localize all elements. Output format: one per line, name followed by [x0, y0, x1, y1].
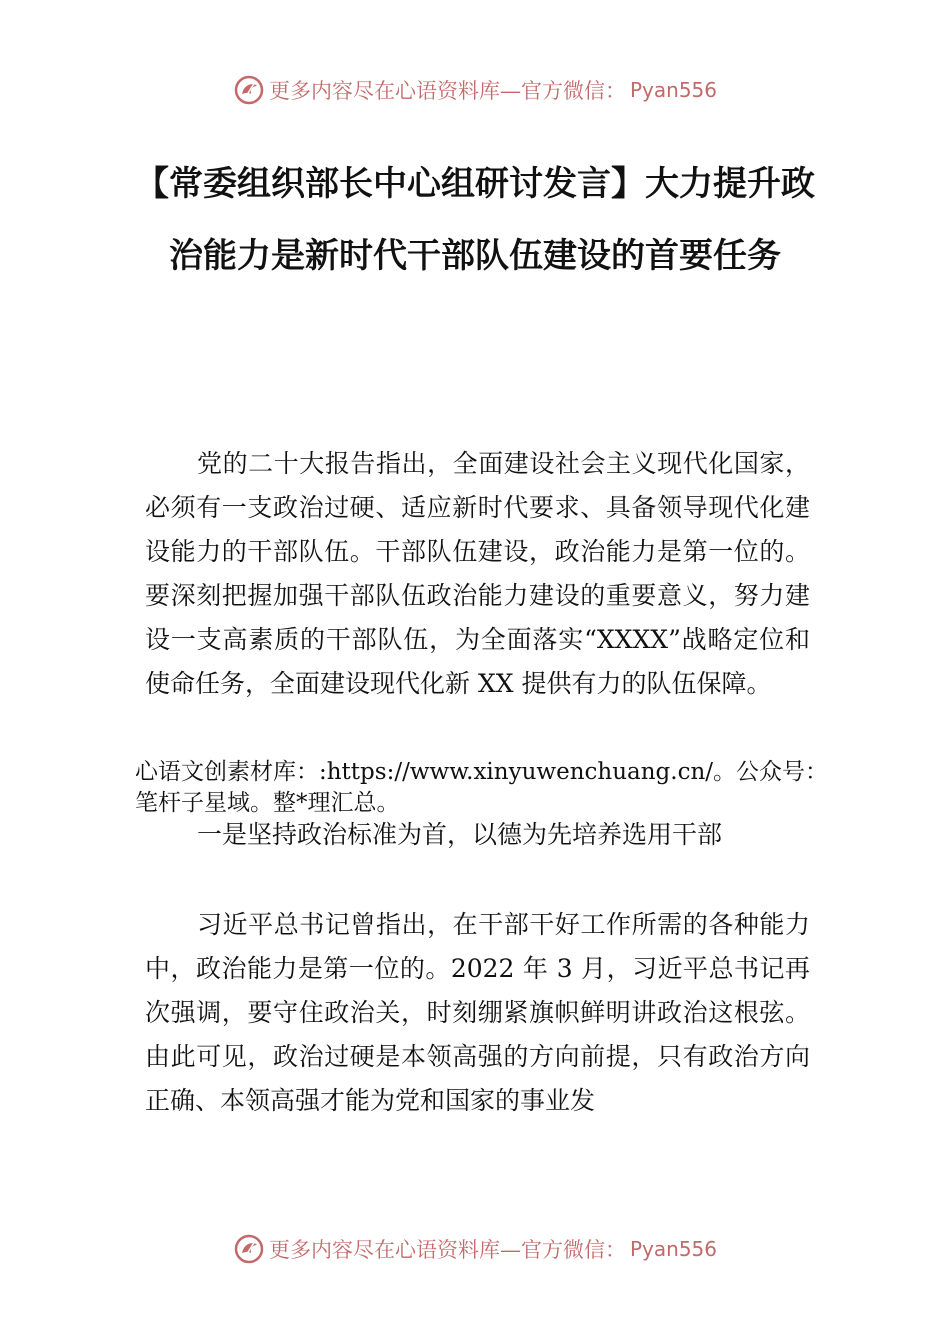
header-watermark — [0, 74, 950, 106]
section-heading: 一是坚持政治标准为首，以德为先培养选用干部 — [197, 820, 723, 849]
dragon-seal-icon — [233, 1233, 265, 1265]
dragon-seal-icon — [233, 74, 265, 106]
document-title: 【常委组织部长中心组研讨发言】大力提升政治能力是新时代干部队伍建设的首要任务 — [135, 164, 815, 276]
watermark-wechat-id: Pyan556 — [629, 78, 717, 102]
source-note: 心语文创素材库：:https://www.xinyuwenchuang.cn/。公众号：笔杆子星域。整*理汇总。 — [135, 759, 829, 816]
watermark-text: 更多内容尽在心语资料库—官方微信： — [268, 1238, 626, 1262]
body-paragraph-2: 习近平总书记曾指出，在干部干好工作所需的各种能力中，政治能力是第一位的。2022 年 3 月，习近平总书记再次强调，要守住政治关，时刻绷紧旗帜鲜明讲政治这根弦。由此可见，政治过硬是本领高强的方向前提，只有政治方向正确、本领高强才能为党和国家的事业发 — [145, 910, 810, 1115]
watermark-text: 更多内容尽在心语资料库—官方微信： — [268, 79, 626, 103]
body-paragraph-1: 党的二十大报告指出，全面建设社会主义现代化国家，必须有一支政治过硬、适应新时代要求、具备领导现代化建设能力的干部队伍。干部队伍建设，政治能力是第一位的。要深刻把握加强干部队伍政治能力建设的重要意义，努力建设一支高素质的干部队伍，为全面落实“XXXX”战略定位和使命任务，全面建设现代化新 XX 提供有力的队伍保障。 — [145, 449, 810, 698]
watermark-wechat-id: Pyan556 — [629, 1237, 717, 1261]
footer-watermark — [0, 1233, 950, 1265]
